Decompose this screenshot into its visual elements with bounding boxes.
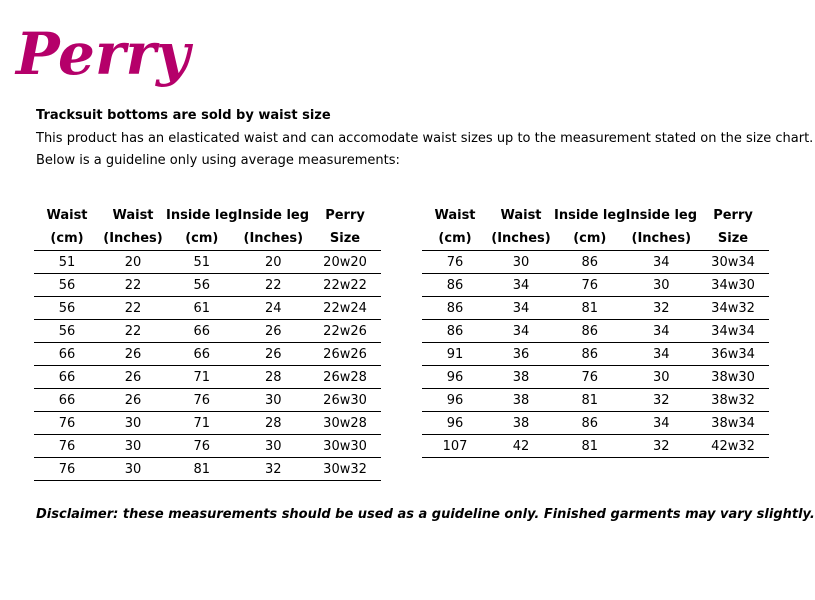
inside-leg-cm-cell: 66 xyxy=(166,343,238,366)
waist-inches-cell: 30 xyxy=(100,435,166,458)
perry-size-cell: 26w26 xyxy=(309,343,381,366)
table-row xyxy=(34,435,381,458)
inside-leg-inches-cell: 20 xyxy=(238,251,310,274)
table-row xyxy=(34,251,381,274)
inside-leg-inches-cell: 34 xyxy=(626,343,698,366)
waist-cm-cell: 86 xyxy=(422,274,488,297)
inside-leg-inches-cell: 30 xyxy=(626,274,698,297)
inside-leg-cm-cell: 81 xyxy=(554,297,626,320)
waist-cm-cell: 96 xyxy=(422,389,488,412)
waist-inches-cell: 38 xyxy=(488,389,554,412)
inside-leg-cm-cell: 51 xyxy=(166,251,238,274)
waist-cm-cell: 91 xyxy=(422,343,488,366)
header-size: Size xyxy=(697,227,769,251)
inside-leg-cm-cell: 86 xyxy=(554,412,626,435)
perry-size-cell: 30w34 xyxy=(697,251,769,274)
inside-leg-inches-cell: 28 xyxy=(238,366,310,389)
waist-inches-cell: 38 xyxy=(488,366,554,389)
perry-size-cell: 30w32 xyxy=(309,458,381,481)
perry-size-cell: 22w26 xyxy=(309,320,381,343)
table-row xyxy=(422,343,769,366)
waist-cm-cell: 96 xyxy=(422,366,488,389)
perry-size-cell: 38w30 xyxy=(697,366,769,389)
inside-leg-cm-cell: 56 xyxy=(166,274,238,297)
header-unit-cm: (cm) xyxy=(166,227,238,251)
perry-size-cell: 22w22 xyxy=(309,274,381,297)
header-row-top xyxy=(422,204,769,227)
header-unit-cm: (cm) xyxy=(554,227,626,251)
disclaimer: Disclaimer: these measurements should be used as a guideline only. Finished garments may vary slightly. xyxy=(36,507,815,522)
inside-leg-cm-cell: 76 xyxy=(554,274,626,297)
waist-inches-cell: 22 xyxy=(100,320,166,343)
inside-leg-inches-cell: 34 xyxy=(626,412,698,435)
waist-cm-cell: 66 xyxy=(34,389,100,412)
perry-size-cell: 26w28 xyxy=(309,366,381,389)
table-row xyxy=(422,389,769,412)
header-row-bottom xyxy=(34,227,381,251)
waist-cm-cell: 86 xyxy=(422,320,488,343)
perry-size-cell: 20w20 xyxy=(309,251,381,274)
perry-size-cell: 42w32 xyxy=(697,435,769,458)
header-unit-inches: (Inches) xyxy=(238,227,310,251)
inside-leg-cm-cell: 86 xyxy=(554,343,626,366)
table-row xyxy=(422,435,769,458)
table-row xyxy=(34,412,381,435)
logo-text: Perry xyxy=(16,20,190,88)
header-row-bottom xyxy=(422,227,769,251)
header-unit-inches: (Inches) xyxy=(100,227,166,251)
header-waist: Waist xyxy=(500,208,542,223)
perry-size-cell: 30w30 xyxy=(309,435,381,458)
inside-leg-cm-cell: 86 xyxy=(554,320,626,343)
header-row-top xyxy=(34,204,381,227)
waist-inches-cell: 30 xyxy=(488,251,554,274)
inside-leg-cm-cell: 71 xyxy=(166,366,238,389)
table-row xyxy=(34,320,381,343)
header-unit-cm: (cm) xyxy=(422,227,488,251)
waist-cm-cell: 51 xyxy=(34,251,100,274)
waist-inches-cell: 26 xyxy=(100,389,166,412)
table-row xyxy=(422,320,769,343)
table-row xyxy=(34,274,381,297)
perry-size-cell: 26w30 xyxy=(309,389,381,412)
waist-cm-cell: 76 xyxy=(422,251,488,274)
perry-size-cell: 34w30 xyxy=(697,274,769,297)
inside-leg-inches-cell: 26 xyxy=(238,320,310,343)
perry-logo xyxy=(14,14,190,94)
waist-inches-cell: 22 xyxy=(100,274,166,297)
intro-guideline-note: Below is a guideline only using average measurements: xyxy=(36,153,400,168)
waist-inches-cell: 34 xyxy=(488,274,554,297)
perry-size-cell: 38w32 xyxy=(697,389,769,412)
size-chart-table-left xyxy=(34,204,381,481)
inside-leg-inches-cell: 32 xyxy=(238,458,310,481)
header-perry: Perry xyxy=(713,208,753,223)
inside-leg-inches-cell: 22 xyxy=(238,274,310,297)
waist-inches-cell: 20 xyxy=(100,251,166,274)
header-waist: Waist xyxy=(434,208,476,223)
inside-leg-inches-cell: 32 xyxy=(626,297,698,320)
table-row xyxy=(34,366,381,389)
waist-cm-cell: 76 xyxy=(34,435,100,458)
inside-leg-inches-cell: 30 xyxy=(238,435,310,458)
inside-leg-inches-cell: 24 xyxy=(238,297,310,320)
table-row xyxy=(34,458,381,481)
intro-heading: Tracksuit bottoms are sold by waist size xyxy=(36,108,331,123)
inside-leg-cm-cell: 81 xyxy=(166,458,238,481)
waist-cm-cell: 56 xyxy=(34,320,100,343)
waist-inches-cell: 38 xyxy=(488,412,554,435)
waist-inches-cell: 30 xyxy=(100,458,166,481)
table-row xyxy=(34,343,381,366)
table-row xyxy=(34,297,381,320)
table-row xyxy=(422,412,769,435)
perry-size-cell: 34w32 xyxy=(697,297,769,320)
header-unit-inches: (Inches) xyxy=(626,227,698,251)
inside-leg-cm-cell: 86 xyxy=(554,251,626,274)
inside-leg-cm-cell: 76 xyxy=(166,435,238,458)
table-row xyxy=(422,274,769,297)
perry-size-cell: 36w34 xyxy=(697,343,769,366)
intro-description: This product has an elasticated waist and can accomodate waist sizes up to the measurement stated on the size chart. xyxy=(36,131,814,146)
waist-inches-cell: 26 xyxy=(100,366,166,389)
inside-leg-inches-cell: 34 xyxy=(626,251,698,274)
waist-inches-cell: 26 xyxy=(100,343,166,366)
header-perry: Perry xyxy=(325,208,365,223)
inside-leg-cm-cell: 61 xyxy=(166,297,238,320)
waist-inches-cell: 36 xyxy=(488,343,554,366)
size-chart-table-right xyxy=(422,204,769,458)
perry-size-cell: 38w34 xyxy=(697,412,769,435)
inside-leg-inches-cell: 30 xyxy=(238,389,310,412)
inside-leg-inches-cell: 32 xyxy=(626,389,698,412)
waist-cm-cell: 86 xyxy=(422,297,488,320)
table-row xyxy=(422,297,769,320)
waist-inches-cell: 34 xyxy=(488,297,554,320)
waist-cm-cell: 76 xyxy=(34,412,100,435)
inside-leg-cm-cell: 76 xyxy=(166,389,238,412)
header-size: Size xyxy=(309,227,381,251)
table-row xyxy=(34,389,381,412)
inside-leg-inches-cell: 30 xyxy=(626,366,698,389)
waist-cm-cell: 56 xyxy=(34,274,100,297)
header-inside-leg: Inside leg xyxy=(554,208,626,223)
inside-leg-cm-cell: 71 xyxy=(166,412,238,435)
header-inside-leg: Inside leg xyxy=(625,208,698,223)
table-row xyxy=(422,366,769,389)
header-inside-leg: Inside leg xyxy=(166,208,238,223)
table-row xyxy=(422,251,769,274)
waist-cm-cell: 96 xyxy=(422,412,488,435)
perry-size-cell: 34w34 xyxy=(697,320,769,343)
header-waist: Waist xyxy=(112,208,154,223)
inside-leg-inches-cell: 32 xyxy=(626,435,698,458)
perry-size-cell: 22w24 xyxy=(309,297,381,320)
waist-inches-cell: 34 xyxy=(488,320,554,343)
header-unit-inches: (Inches) xyxy=(488,227,554,251)
header-unit-cm: (cm) xyxy=(34,227,100,251)
header-waist: Waist xyxy=(46,208,88,223)
inside-leg-cm-cell: 81 xyxy=(554,435,626,458)
waist-cm-cell: 66 xyxy=(34,366,100,389)
waist-cm-cell: 107 xyxy=(422,435,488,458)
header-inside-leg: Inside leg xyxy=(237,208,310,223)
inside-leg-inches-cell: 26 xyxy=(238,343,310,366)
inside-leg-cm-cell: 76 xyxy=(554,366,626,389)
inside-leg-inches-cell: 28 xyxy=(238,412,310,435)
inside-leg-cm-cell: 81 xyxy=(554,389,626,412)
inside-leg-cm-cell: 66 xyxy=(166,320,238,343)
waist-cm-cell: 56 xyxy=(34,297,100,320)
waist-inches-cell: 30 xyxy=(100,412,166,435)
waist-cm-cell: 76 xyxy=(34,458,100,481)
waist-inches-cell: 22 xyxy=(100,297,166,320)
waist-cm-cell: 66 xyxy=(34,343,100,366)
perry-size-cell: 30w28 xyxy=(309,412,381,435)
waist-inches-cell: 42 xyxy=(488,435,554,458)
inside-leg-inches-cell: 34 xyxy=(626,320,698,343)
